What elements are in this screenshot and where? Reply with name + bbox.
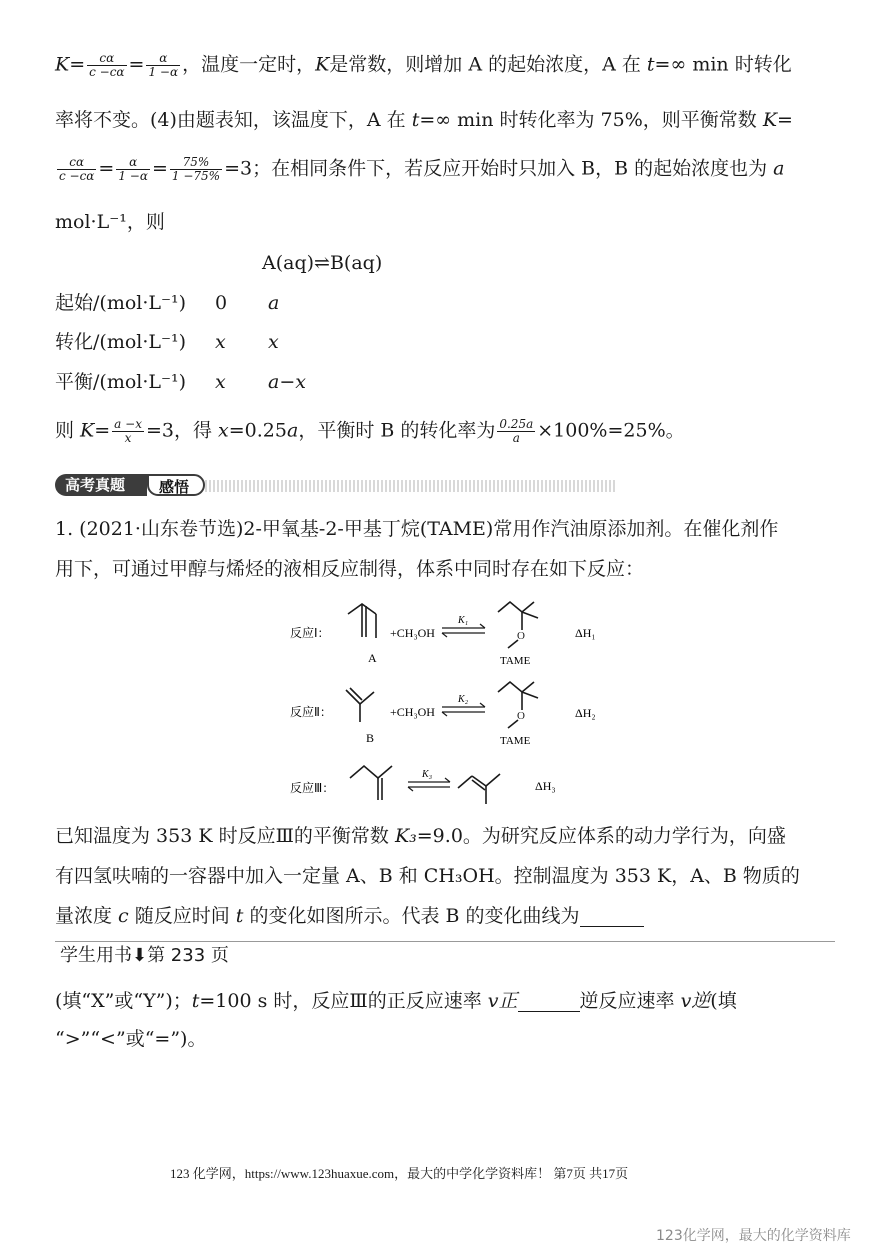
text-line-2: 率将不变。(4)由题表知，该温度下，A 在 t=∞ min 时转化率为 75%，则平衡常数 K= [55,109,793,131]
reaction-label: 反应Ⅱ： [290,705,332,719]
text-line-3: $\frac{c\alpha}{c -c\alpha}$ = $\frac{\alpha}{1 -\alpha}$ = $\frac{75\%}{1 -75\%}$ =3；在相同条件下，若反应开始时只加入 B，B 的起始浓度也为 a [59,155,785,183]
table-row: 平衡/(mol·L⁻¹) [55,371,187,393]
enthalpy-label: ΔH₁ [575,626,596,640]
question-line-6: (填“X”或“Y”)；t=100 s 时，反应Ⅲ的正反应速率 v正 逆反应速率 v逆(填 [55,990,737,1012]
question-line-1: 1. (2021·山东卷节选)2-甲氧基-2-甲基丁烷(TAME)常用作汽油原添加剂。在催化剂作 [55,518,779,540]
table-cell: x [268,331,279,353]
table-cell: a [268,292,280,314]
fraction: $\frac{c\alpha}{c -c\alpha}$ [59,155,95,183]
enthalpy-label: ΔH₃ [535,779,556,793]
question-line-3: 已知温度为 353 K 时反应Ⅲ的平衡常数 K₃=9.0。为研究反应体系的动力学行为，向盛 [55,825,786,847]
fraction: $\frac{c\alpha}{c -c\alpha}$ [89,51,125,79]
divider [55,941,835,942]
fraction: $\frac{a -x}{x}$ [114,417,142,445]
k1-label: K₁ [458,615,469,626]
enthalpy-label: ΔH₂ [575,706,596,720]
fraction: $\frac{\alpha}{1 -\alpha}$ [148,51,179,79]
section-header [55,474,615,496]
fraction: $\frac{75\%}{1 -75\%}$ [171,155,221,183]
question-line-2: 用下，可通过甲醇与烯烃的液相反应制得，体系中同时存在如下反应： [55,558,645,580]
reagent: +CH₃OH [390,626,435,640]
answer-blank[interactable] [580,907,644,927]
reaction-scheme [280,592,620,807]
table-cell: x [215,331,226,353]
reactant-label: B [366,731,375,745]
molecule-a [348,604,376,638]
reactant-label: A [368,651,377,665]
table-row: 起始/(mol·L⁻¹) [55,292,187,314]
book-reference: 学生用书⬇第 233 页 [60,945,229,966]
watermark: 123化学网，最大的化学资料库 [656,1228,851,1244]
question-line-5: 量浓度 c 随反应时间 t 的变化如图所示。代表 B 的变化曲线为 [55,907,644,927]
fraction: $\frac{0.25a}{a}$ [499,417,534,445]
table-cell: 0 [215,292,228,314]
k-symbol: K= [55,53,86,76]
product-label: TAME [500,655,531,667]
equilibrium-equation: A(aq)⇌B(aq) [262,252,383,274]
reagent: +CH₃OH [390,705,435,719]
k3-label: K₃ [422,769,433,780]
reaction-label: 反应Ⅲ： [290,781,335,795]
table-cell: a−x [268,371,306,393]
page-footer: 123 化学网，https://www.123huaxue.com，最大的中学化学资料库！ 第7页 共17页 [170,1166,629,1181]
fraction: $\frac{\alpha}{1 -\alpha}$ [118,155,148,183]
molecule-a [350,766,392,800]
section-header-label: 高考真题 [55,474,147,496]
svg-text:O: O [517,630,525,642]
answer-blank[interactable] [518,992,580,1012]
question-line-7: “>”“<”或“=”)。 [55,1028,207,1050]
reaction-label: 反应Ⅰ： [290,626,330,640]
table-cell: x [215,371,226,393]
k2-label: K₂ [458,694,469,705]
molecule-b [458,774,500,804]
text-line-4: mol·L⁻¹，则 [55,211,165,233]
header-stripe [205,480,615,492]
k-result-line: 则 K= $\frac{a -x}{x}$ =3，得 x=0.25a，平衡时 B 的转化率为 $\frac{0.25a}{a}$ ×100%=25%。 [55,417,685,445]
product-label: TAME [500,735,531,747]
text-line-1: K= $\frac{c\alpha}{c -c\alpha}$ = $\frac{\alpha}{1 -\alpha}$ ，温度一定时，K是常数，则增加 A 的起始浓度，A 在 t=∞ min 时转化 [55,51,792,79]
molecule-b [346,688,374,722]
section-header-tag: 感悟 [147,474,205,496]
question-line-4: 有四氢呋喃的一容器中加入一定量 A、B 和 CH₃OH。控制温度为 353 K，A、B 物质的 [55,865,800,887]
table-row: 转化/(mol·L⁻¹) [55,331,187,353]
svg-text:O: O [517,710,525,722]
